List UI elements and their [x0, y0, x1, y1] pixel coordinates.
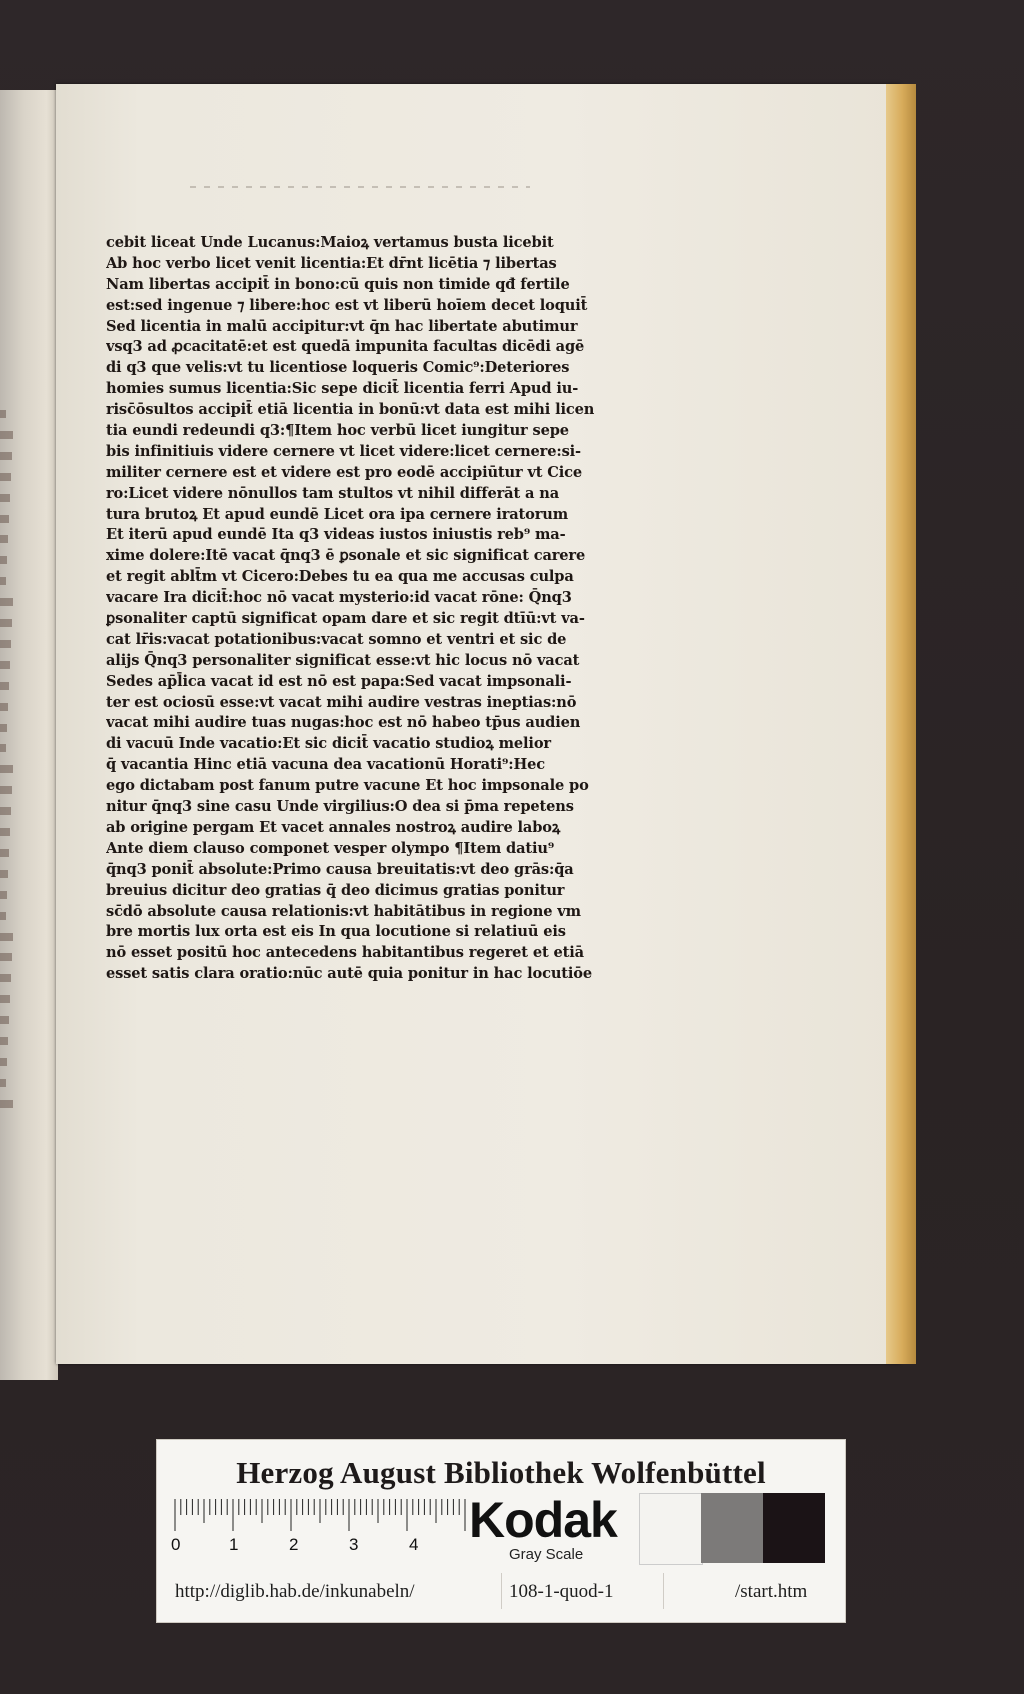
facing-page-text-fragment: [0, 452, 12, 460]
facing-page-text-fragment: [0, 1058, 7, 1066]
facing-page-text-fragment: [0, 953, 12, 961]
text-line: bis infinitiuis videre cernere vt licet videre:licet cernere:si-: [106, 442, 581, 460]
text-line: Nam libertas accipit̄ in bono:cū quis non timide qđ fertile: [106, 275, 570, 293]
facing-page-text-fragment: [0, 1016, 9, 1024]
facing-page-text-fragment: [0, 1079, 6, 1087]
ruler-ticks: [173, 1497, 469, 1531]
text-line: nitur q̄nq3 sine casu Unde virgilius:O dea si p̄ma repetens: [106, 798, 574, 816]
faint-show-through: [190, 186, 530, 188]
facing-page-text-fragment: [0, 473, 11, 481]
facing-page-text-fragment: [0, 1037, 8, 1045]
text-line: ꝑsonaliter captū significat opam dare et sic regit dtīū:vt va-: [106, 610, 585, 628]
facing-page-text-fragment: [0, 807, 11, 815]
facing-page-text-fragment: [0, 515, 9, 523]
white-swatch: [639, 1493, 703, 1565]
facing-page-text-fragment: [0, 577, 6, 585]
text-line: esset satis clara oratio:nūc autē quia ponitur in hac locutiōe: [106, 965, 592, 983]
facing-page-text-fragment: [0, 640, 11, 648]
facing-page-text-fragment: [0, 556, 7, 564]
ruler-number: 2: [289, 1535, 299, 1554]
facing-page-text-fragment: [0, 410, 6, 418]
facing-page-text-fragment: [0, 933, 13, 941]
facing-page-text-fragment: [0, 703, 8, 711]
url-base: http://diglib.hab.de/inkunabeln/: [175, 1581, 415, 1602]
ruler-scale: [171, 1497, 469, 1554]
facing-page-text-fragment: [0, 682, 9, 690]
url-id: 108-1-quod-1: [509, 1581, 614, 1602]
facing-page-text-fragment: [0, 661, 10, 669]
facing-page-text-fragment: [0, 494, 10, 502]
text-line: ro:Licet videre nōnullos tam stultos vt nihil differāt a na: [106, 484, 560, 502]
text-line: cat lr̄is:vacat potationibus:vacat somno et ventri et sic de: [106, 630, 567, 648]
text-line: ab origine pergam Et vacet annales nostroꝝ audire laboꝝ: [106, 818, 561, 836]
facing-page-text-fragment: [0, 974, 11, 982]
text-line: Ab hoc verbo licet venit licentia:Et dr̄nt licētia ⁊ libertas: [106, 254, 557, 272]
facing-page-text-fragment: [0, 619, 12, 627]
facing-page-text-fragment: [0, 995, 10, 1003]
page-fore-edge: [886, 84, 916, 1364]
text-line: vsq3 ad ꝓcacitatē:et est quedā impunita facultas dicēdi agē: [106, 338, 585, 356]
text-line: et regit ablt̄m vt Cicero:Debes tu ea qua me accusas culpa: [106, 568, 574, 586]
text-line: tura brutoꝝ Et apud eundē Licet ora ipa cernere iratorum: [106, 505, 569, 523]
gray-swatch: [701, 1493, 763, 1563]
facing-page-text-fragment: [0, 891, 7, 899]
text-line: risc̄ōsultos accipit̄ etiā licentia in bonū:vt data est mihi licen: [106, 401, 595, 419]
text-line: ego dictabam post fanum putre vacune Et hoc impsonale po: [106, 777, 589, 795]
ruler-number: 4: [409, 1535, 419, 1554]
facing-page-text-fragment: [0, 535, 8, 543]
facing-page-text-fragment: [0, 431, 13, 439]
text-line: cebit liceat Unde Lucanus:Maioꝝ vertamus busta licebit: [106, 234, 554, 251]
text-line: homies sumus licentia:Sic sepe dicit̄ licentia ferri Apud iu-: [106, 380, 579, 398]
text-line: ter est ociosū esse:vt vacat mihi audire vestras ineptias:nō: [106, 693, 577, 711]
ruler-number: 0: [171, 1535, 181, 1554]
text-line: bre mortis lux orta est eis In qua locutione si relatiuū eis: [106, 923, 566, 941]
facing-page-text-fragment: [0, 598, 13, 606]
text-line: alijs Q̄nq3 personaliter significat esse:vt hic locus nō vacat: [106, 651, 580, 669]
library-name: Herzog August Bibliothek Wolfenbüttel: [236, 1455, 766, 1490]
ruler-number: 3: [349, 1535, 359, 1554]
facing-page-text-fragment: [0, 828, 10, 836]
text-line: di vacuū Inde vacatio:Et sic dicit̄ vacatio studioꝝ melior: [106, 735, 551, 753]
text-line: vacat mihi audire tuas nugas:hoc est nō habeo tp̄us audien: [106, 714, 581, 732]
text-line: est:sed ingenue ⁊ libere:hoc est vt liberū hoīem decet loquit̄: [106, 296, 588, 314]
text-line: xime dolere:Itē vacat q̄nq3 ē ꝑsonale et sic significat carere: [106, 547, 586, 565]
text-line: militer cernere est et videre est pro eodē accipiūtur vt Cice: [106, 463, 583, 481]
text-line: Sedes ap̄l̄ica vacat id est nō est papa:Sed vacat impsonali-: [106, 672, 572, 690]
text-line: q̄nq3 ponit̄ absolute:Primo causa breuitatis:vt deo grās:q̄a: [106, 860, 574, 878]
url-suffix: /start.htm: [735, 1581, 808, 1602]
text-line: breuius dicitur deo gratias q̄ deo dicimus gratias ponitur: [106, 881, 565, 899]
text-line: Et iterū apud eundē Ita q3 videas iustos iniustis reb⁹ ma-: [106, 526, 566, 544]
facing-page-text-fragment: [0, 849, 9, 857]
divider: [501, 1573, 502, 1609]
black-swatch: [763, 1493, 825, 1563]
text-line: di q3 que velis:vt tu licentiose loqueris Comic⁹:Deteriores: [106, 359, 570, 377]
facing-page-text-fragment: [0, 870, 8, 878]
ruler-number: 1: [229, 1535, 239, 1554]
facing-page-edge: [0, 90, 58, 1380]
facing-page-text-fragment: [0, 1100, 13, 1108]
facing-page-text-fragment: [0, 912, 6, 920]
facing-page-text-fragment: [0, 765, 13, 773]
text-line: Sed licentia in malū accipitur:vt q̄n hac libertate abutimur: [106, 317, 578, 335]
facing-page-text-fragment: [0, 786, 12, 794]
gray-scale-label: Gray Scale: [509, 1546, 584, 1563]
facing-page-text-fragment: [0, 744, 6, 752]
kodak-logo: Kodak: [469, 1492, 617, 1548]
text-line: nō esset positū hoc antecedens habitantibus regeret et etiā: [106, 944, 584, 962]
text-line: tia eundi redeundi q3:¶Item hoc verbū licet iungitur sepe: [106, 422, 569, 440]
facing-page-text-fragment: [0, 724, 7, 732]
text-line: q̄ vacantia Hinc etiā vacuna dea vacationū Horati⁹:Hec: [106, 756, 545, 774]
text-line: sc̄dō absolute causa relationis:vt habitātibus in regione vm: [106, 902, 581, 920]
text-line: vacare Ira dicit̄:hoc nō vacat mysterio:id vacat rōne: Q̄nq3: [106, 589, 572, 607]
text-line: Ante diem clauso componet vesper olympo ¶Item datiu⁹: [106, 839, 555, 857]
color-target-card: [156, 1439, 846, 1623]
incunable-text-block: [106, 233, 672, 985]
divider: [663, 1573, 664, 1609]
